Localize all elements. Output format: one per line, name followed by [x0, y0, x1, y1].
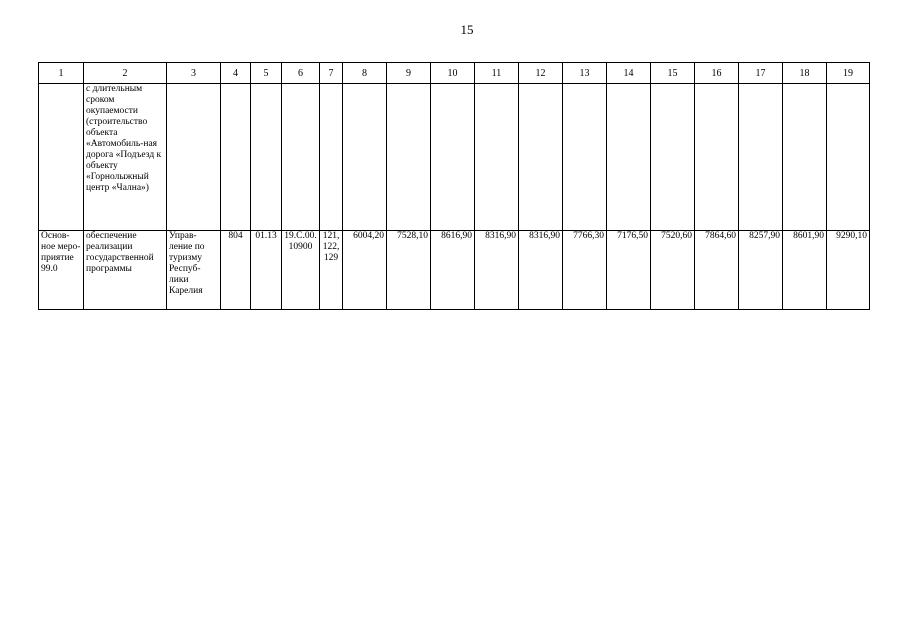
table-cell: [282, 84, 320, 231]
column-header: 6: [282, 63, 320, 84]
table-cell-value: 7520,60: [651, 231, 695, 310]
table-cell: [221, 84, 251, 231]
column-header: 9: [387, 63, 431, 84]
table-cell-code: 121, 122, 129: [320, 231, 343, 310]
table-cell-description: обеспечение реализации государственной программы: [84, 231, 167, 310]
column-header: 19: [827, 63, 870, 84]
budget-table: [38, 62, 870, 310]
header-row: [39, 63, 870, 84]
column-header: 11: [475, 63, 519, 84]
table-cell-code: 804: [221, 231, 251, 310]
table-cell: [783, 84, 827, 231]
column-header: 10: [431, 63, 475, 84]
column-header: 5: [251, 63, 282, 84]
table-cell-code: 01.13: [251, 231, 282, 310]
table-cell-value: 7528,10: [387, 231, 431, 310]
table-cell-value: 8316,90: [475, 231, 519, 310]
table-cell-value: 9290,10: [827, 231, 870, 310]
column-header: 12: [519, 63, 563, 84]
table-cell-value: 8616,90: [431, 231, 475, 310]
table-cell-value: 6004,20: [343, 231, 387, 310]
table-cell: [607, 84, 651, 231]
table-cell: [739, 84, 783, 231]
table-cell: [475, 84, 519, 231]
column-header: 13: [563, 63, 607, 84]
table-cell: [251, 84, 282, 231]
column-header: 7: [320, 63, 343, 84]
table-cell: [39, 84, 84, 231]
table-cell-description: с длительным сроком окупаемости (строительство объекта «Автомобиль-ная дорога «Подъезд к объекту «Горнолыжный центр «Чална»): [84, 84, 167, 231]
table-row-continuation: [39, 84, 870, 231]
table-cell-code: 19.С.00. 10900: [282, 231, 320, 310]
column-header: 2: [84, 63, 167, 84]
column-header: 4: [221, 63, 251, 84]
table-cell: [827, 84, 870, 231]
table-cell-value: 7176,50: [607, 231, 651, 310]
table-cell: [343, 84, 387, 231]
column-header: 14: [607, 63, 651, 84]
column-header: 17: [739, 63, 783, 84]
column-header: 15: [651, 63, 695, 84]
table-cell: [695, 84, 739, 231]
column-header: 8: [343, 63, 387, 84]
table-cell: [519, 84, 563, 231]
table-cell: [387, 84, 431, 231]
table-cell: [651, 84, 695, 231]
table-cell-value: 8316,90: [519, 231, 563, 310]
page-number: 15: [460, 22, 474, 37]
table-cell-measure: Основ-ное меро-приятие 99.0: [39, 231, 84, 310]
column-header: 18: [783, 63, 827, 84]
table-cell-value: 7766,30: [563, 231, 607, 310]
table-cell-value: 7864,60: [695, 231, 739, 310]
table-cell: [563, 84, 607, 231]
table-cell-value: 8257,90: [739, 231, 783, 310]
column-header: 1: [39, 63, 84, 84]
table-cell: [167, 84, 221, 231]
table-row-main-measure: [39, 231, 870, 310]
table-cell-executor: Управ-ление по туризму Респуб-лики Карелия: [167, 231, 221, 310]
table-cell: [320, 84, 343, 231]
column-header: 16: [695, 63, 739, 84]
column-header: 3: [167, 63, 221, 84]
table-cell-value: 8601,90: [783, 231, 827, 310]
table-cell: [431, 84, 475, 231]
